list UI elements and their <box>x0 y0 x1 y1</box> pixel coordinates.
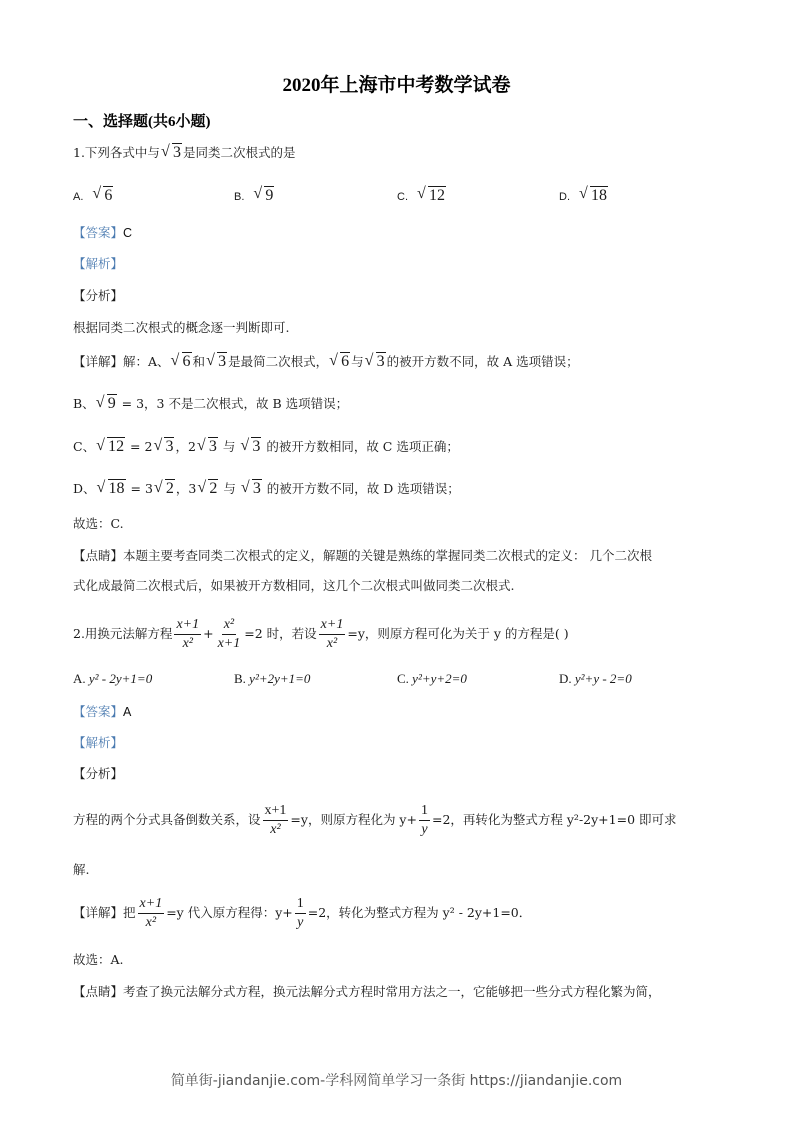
q1-dianjing-line1: 【点睛】本题主要考查同类二次根式的定义，解题的关键是熟练的掌握同类二次根式的定义： 几个二次根 <box>73 548 652 563</box>
radical: √ 3 <box>161 143 182 163</box>
q2-answer <box>73 702 131 722</box>
q1-option-c: C. √ 12 <box>397 186 447 205</box>
q1-detail-b: B、 √ 9 = 3，3 不是二次根式，故 B 选项错误； <box>73 394 348 414</box>
fraction: $\frac{\text{x²}}{x+1}$ <box>217 617 241 651</box>
q2-fenxi-tag: 【分析】 <box>73 766 124 781</box>
q2-option-d: D. y²+y - 2=0 <box>559 671 632 686</box>
q1-detail-c: C、 √ 12 = 2 √ 3 ，2 √ 3 与 √ 3 的被开方数相同，故 C 选项正确； <box>73 437 459 457</box>
q1-option-a: A. √ 6 <box>73 186 114 205</box>
fraction: $\frac{x+1}{\text{x²}}$ <box>176 617 200 651</box>
q2-fenxi-text: 方程的两个分式具备倒数关系，设 $\frac{x+1}{\text{x²}}$ =y，则原方程化为 y+ $\frac{1}{y}$ =2，再转化为整式方程 y²-2y+1=0 即可求 <box>73 803 677 837</box>
q2-option-b: B. y²+2y+1=0 <box>234 671 311 686</box>
answer-value: A <box>123 705 132 719</box>
q1-fenxi-text: 根据同类二次根式的概念逐一判断即可. <box>73 320 290 335</box>
q1-detail-d: D、 √ 18 = 3 √ 2 ，3 √ 2 与 √ 3 的被开方数不同，故 D 选项错误； <box>73 479 460 499</box>
q1-analysis-tag: 【解析】 <box>73 256 124 271</box>
q1-detail-a: 【详解】解：A、 √ 6 和 √ 3 是最简二次根式， √ 6 与 √ 3 的被开方数不同，故 A 选项错误； <box>73 352 579 372</box>
answer-tag: 【答案】 <box>73 704 124 719</box>
answer-tag: 【答案】 <box>73 225 124 240</box>
q2-option-c: C. y²+y+2=0 <box>397 671 467 686</box>
q2-analysis-tag: 【解析】 <box>73 735 124 750</box>
q1-fenxi-tag: 【分析】 <box>73 288 124 303</box>
q2-detail: 【详解】把 $\frac{x+1}{\text{x²}}$ =y 代入原方程得：y+ $\frac{1}{y}$ =2，转化为整式方程为 y² - 2y+1=0． <box>73 896 532 930</box>
fraction: $\frac{x+1}{\text{x²}}$ <box>320 617 344 651</box>
question-1-stem: 1.下列各式中与 √ 3 是同类二次根式的是 <box>73 143 295 163</box>
q2-dianjing-line1: 【点睛】考查了换元法解分式方程，换元法解分式方程时常用方法之一，它能够把一些分式方程化繁为简， <box>73 984 661 999</box>
q2-choose: 故选：A. <box>73 952 124 967</box>
answer-value: C <box>123 226 133 240</box>
q2-fenxi-line2: 解. <box>73 862 90 877</box>
footer-watermark: 简单街-jiandanjie.com-学科网简单学习一条街 https://jiandanjie.com <box>170 1073 623 1089</box>
page-title: 2020年上海市中考数学试卷 <box>282 75 511 96</box>
q1-answer <box>73 223 132 243</box>
question-2-stem: 2.用换元法解方程 $\frac{x+1}{\text{x²}}$ + $\frac{\text{x²}}{x+1}$ =2 时，若设 $\frac{x+1}{\text{x²}}$ =y，则原方程可化为关于 y 的方程是( ) <box>73 617 569 651</box>
section-heading: 一、选择题(共6小题) <box>73 114 211 130</box>
q1-choose: 故选：C. <box>73 516 124 531</box>
q1-option-b: B. √ 9 <box>234 186 275 205</box>
q1-dianjing-line2: 式化成最简二次根式后，如果被开方数相同，这几个二次根式叫做同类二次根式. <box>73 578 515 593</box>
q2-option-a: A. y² - 2y+1=0 <box>73 671 153 686</box>
q1-option-d: D. √ 18 <box>559 186 609 205</box>
